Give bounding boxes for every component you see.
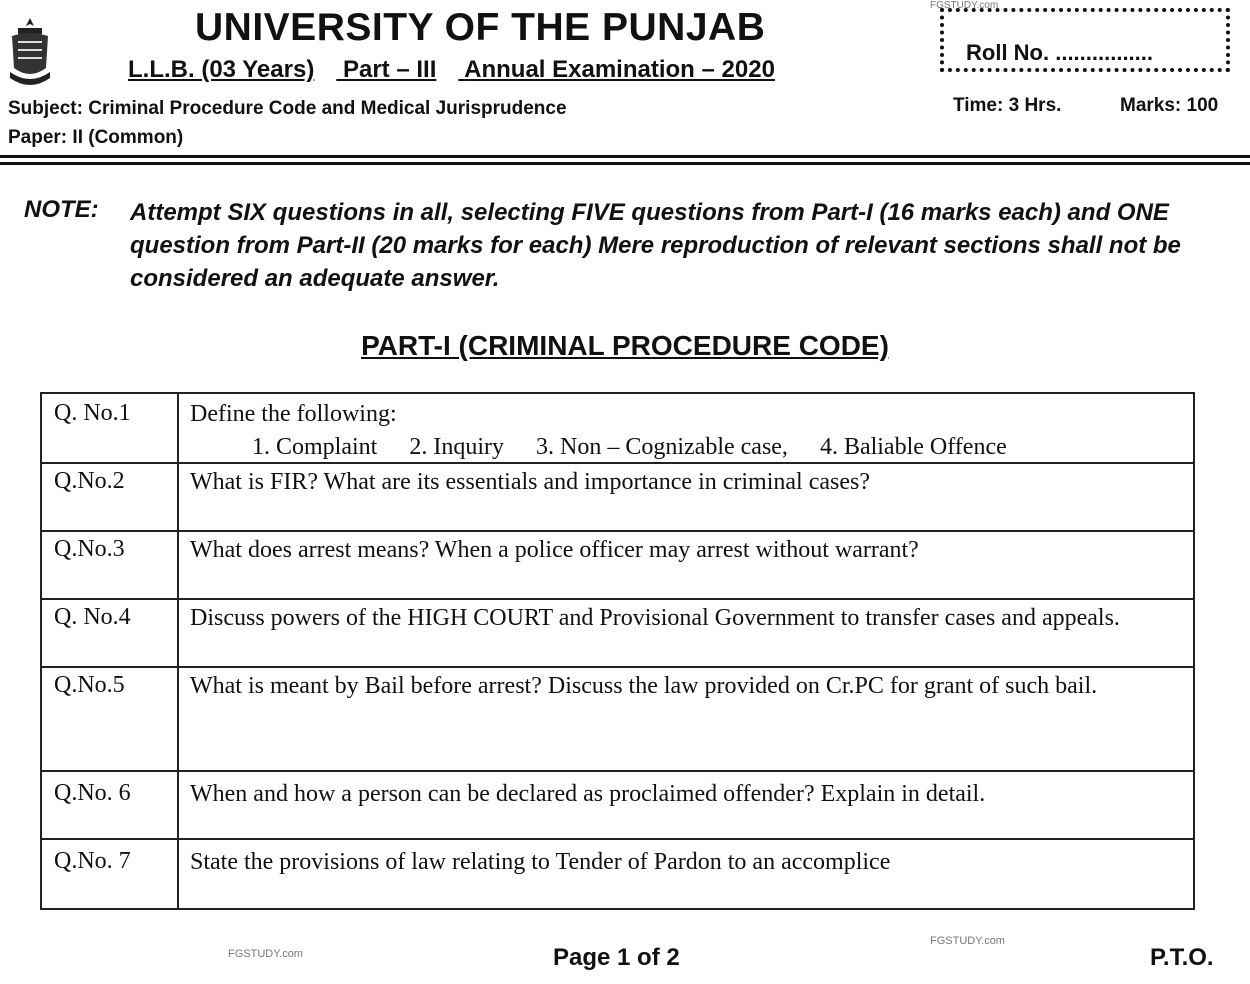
question-text: What is FIR? What are its essentials and importance in criminal cases? [190, 469, 871, 495]
section-heading-text: PART-I (CRIMINAL PROCEDURE CODE) [361, 330, 889, 361]
roll-number-label: Roll No. ................ [966, 40, 1154, 65]
question-number: Q.No.3 [54, 536, 125, 562]
time-allowed: Time: 3 Hrs. [953, 95, 1062, 116]
table-row [42, 598, 1193, 668]
question-number: Q.No. 6 [54, 780, 131, 806]
watermark: FGSTUDY.com [930, 935, 1005, 947]
subject-line: Subject: Criminal Procedure Code and Medical Jurisprudence [8, 98, 567, 119]
university-crest-icon [8, 16, 52, 90]
degree-label: L.L.B. (03 Years) [128, 56, 315, 83]
question-number: Q.No. 7 [54, 848, 131, 874]
list-item: 2. Inquiry [409, 434, 504, 460]
university-title: UNIVERSITY OF THE PUNJAB [195, 6, 766, 49]
table-row [42, 838, 1193, 908]
table-row [42, 666, 1193, 772]
roll-number-box [940, 8, 1230, 72]
question-text: What is meant by Bail before arrest? Discuss the law provided on Cr.PC for grant of such bail. [190, 673, 1098, 699]
watermark: FGSTUDY.com [930, 0, 999, 11]
question-text [190, 398, 1181, 464]
question-prompt: Define the following: [190, 401, 397, 427]
list-item: 4. Baliable Offence [819, 434, 1007, 460]
note-text: Attempt SIX questions in all, selecting FIVE questions from Part-I (16 marks each) and ONE question from Part-II (20 marks for each) Mere reproduction of relevant sections shall not be considered an adequate answer. [130, 199, 1181, 292]
question-text: State the provisions of law relating to Tender of Pardon to an accomplice [190, 849, 891, 875]
section-heading [0, 330, 1250, 362]
table-row [42, 394, 1193, 464]
question-text: Discuss powers of the HIGH COURT and Provisional Government to transfer cases and appeals. [190, 605, 1120, 631]
question-text: When and how a person can be declared as proclaimed offender? Explain in detail. [190, 781, 986, 807]
question-number: Q.No.5 [54, 672, 125, 698]
please-turn-over: P.T.O. [1150, 944, 1214, 971]
definition-items [190, 431, 1181, 464]
question-text: What does arrest means? When a police officer may arrest without warrant? [190, 537, 919, 563]
note-label: NOTE: [24, 196, 99, 223]
list-item: 1. Complaint [252, 434, 378, 460]
list-item: 3. Non – Cognizable case, [536, 434, 788, 460]
page-number: Page 1 of 2 [553, 944, 680, 971]
header-divider [0, 155, 1250, 158]
questions-table [40, 392, 1195, 910]
exam-details [128, 56, 775, 84]
header-divider [0, 162, 1250, 165]
part-label: Part – III [342, 56, 437, 83]
exam-session-label: Annual Examination – 2020 [464, 56, 775, 83]
question-number: Q. No.4 [54, 604, 131, 630]
question-number: Q.No.2 [54, 468, 125, 494]
total-marks: Marks: 100 [1120, 95, 1219, 116]
question-number: Q. No.1 [54, 400, 131, 426]
table-row [42, 770, 1193, 840]
table-row [42, 462, 1193, 532]
paper-line: Paper: II (Common) [8, 127, 184, 148]
table-row [42, 530, 1193, 600]
watermark: FGSTUDY.com [228, 948, 303, 960]
